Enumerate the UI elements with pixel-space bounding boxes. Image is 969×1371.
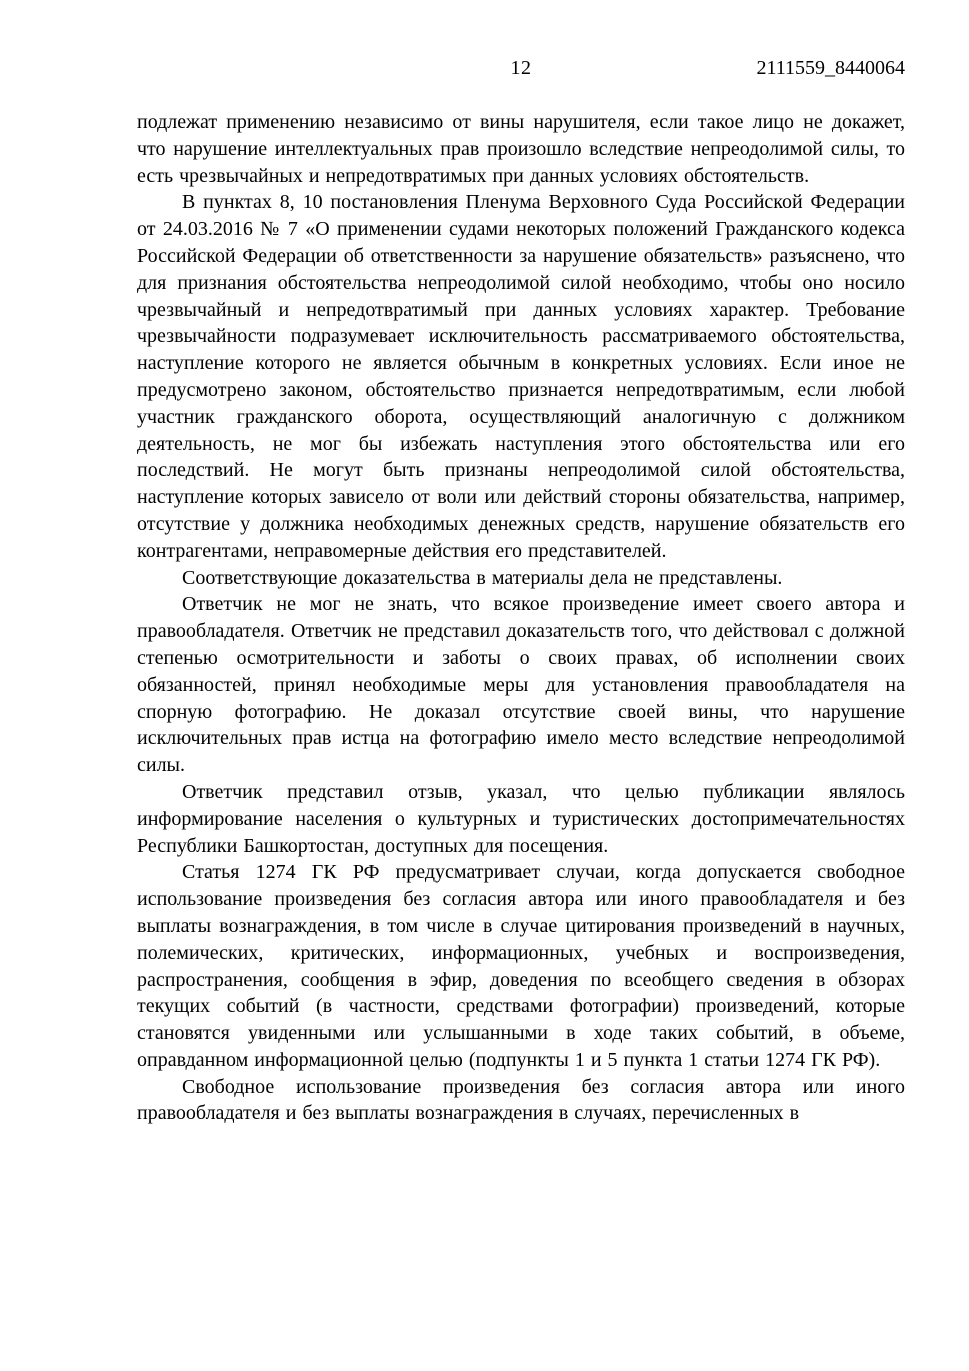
paragraph-defendant-knowledge: Ответчик не мог не знать, что всякое произведение имеет своего автора и правообладателя. Ответчик не представил доказательств того, что действовал с должной степенью осмотрительности и заботы о своих правах, об исполнении своих обязанностей, принял необходимые меры для установления правообладателя на спорную фотографию. Не доказал отсутствие своей вины, что нарушение исключительных прав истца на фотографию имело место вследствие непреодолимой силы.: [137, 593, 905, 777]
page-number: 12: [510, 57, 532, 79]
paragraph-force-majeure-continuation: подлежат применению независимо от вины нарушителя, если такое лицо не докажет, что нарушение интеллектуальных прав произошло вследствие непреодолимой силы, то есть чрезвычайных и непредотвратимых при данных условиях обстоятельств.: [137, 111, 905, 187]
paragraph-article-1274: Статья 1274 ГК РФ предусматривает случаи, когда допускается свободное использование произведения без согласия автора или иного правообладателя и без выплаты вознаграждения, в том числе в случае цитирования произведений в научных, полемических, критических, информационных, учебных и воспроизведения, распространения, сообщения в эфир, доведения по всеобщего сведения в обзорах текущих событий (в частности, средствами фотографии) произведений, которые становятся увиденными или услышанными в ходе таких событий, в объеме, оправданном информационной целью (подпункты 1 и 5 пункта 1 статьи 1274 ГК РФ).: [137, 861, 905, 1071]
page-header: [137, 56, 905, 80]
paragraph-defendant-response: Ответчик представил отзыв, указал, что целью публикации являлось информирование населения о культурных и туристических достопримечательностях Республики Башкортостан, доступных для посещения.: [137, 780, 905, 857]
document-id: 2111559_8440064: [756, 57, 905, 79]
document-body: [137, 109, 905, 1127]
paragraph-free-use: Свободное использование произведения без согласия автора или иного правообладателя и без выплаты вознаграждения в случаях, перечисленных в: [137, 1075, 905, 1125]
paragraph-no-evidence: Соответствующие доказательства в материалы дела не представлены.: [182, 566, 783, 589]
paragraph-plenum-ruling: В пунктах 8, 10 постановления Пленума Верховного Суда Российской Федерации от 24.03.2016 № 7 «О применении судами некоторых положений Гражданского кодекса Российской Федерации об ответственности за нарушение обязательств» разъяснено, что для признания обстоятельства непреодолимой силой необходимо, чтобы оно носило чрезвычайный и непредотвратимый при данных условиях характер. Требование чрезвычайности подразумевает исключительность рассматриваемого обстоятельства, наступление которого не является обычным в конкретных условиях. Если иное не предусмотрено законом, обстоятельство признается непредотвратимым, если любой участник гражданского оборота, осуществляющий аналогичную с должником деятельность, не мог бы избежать наступления этого обстоятельства или его последствий. Не могут быть признаны непреодолимой силой обстоятельства, наступление которых зависело от воли или действий стороны обязательства, например, отсутствие у должника необходимых денежных средств, нарушение обязательств его контрагентами, неправомерные действия его представителей.: [137, 191, 905, 562]
